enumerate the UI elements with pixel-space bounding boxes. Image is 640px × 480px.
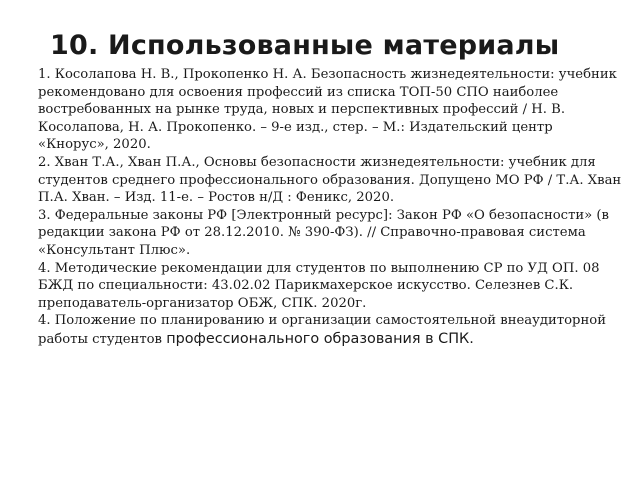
reference-item-4: 4. Методические рекомендации для студентов по выполнению СР по УД ОП. 08 БЖД по специальности: 43.02.02 Парикмахерское искусство. Селезнев С.К. преподаватель-организатор ОБЖ, СПК. 2020г. xyxy=(38,260,600,311)
reference-item-5-start: 4. Положение по планированию и организации самостоятельной внеаудиторной работы студентов xyxy=(38,313,607,347)
slide-title: 10. Использованные материалы xyxy=(50,30,560,61)
reference-item-3: 3. Федеральные законы РФ [Электронный ресурс]: Закон РФ «О безопасности» (в редакции закона РФ от 28.12.2010. № 390-ФЗ). // Справочно-правовая система «Консультант Плюс». xyxy=(38,207,609,258)
reference-item-5-end: профессионального образования в СПК. xyxy=(166,330,474,347)
reference-item-1: 1. Косолапова Н. В., Прокопенко Н. А. Безопасность жизнедеятельности: учебник рекомендовано для освоения профессий из списка ТОП-50 СПО наиболее востребованных на рынке труда, новых и перспективных профессий / Н. В. Косолапова, Н. А. Прокопенко. – 9-е изд., стер. – М.: Издательский центр «Кнорус», 2020. xyxy=(38,67,617,153)
reference-item-2: 2. Хван Т.А., Хван П.А., Основы безопасности жизнедеятельности: учебник для студентов среднего профессионального образования. Допущено МО РФ / Т.А. Хван П.А. Хван. – Изд. 11-е. – Ростов н/Д : Феникс, 2020. xyxy=(38,154,622,206)
references-list xyxy=(38,66,623,349)
reference-item-5 xyxy=(38,312,623,349)
